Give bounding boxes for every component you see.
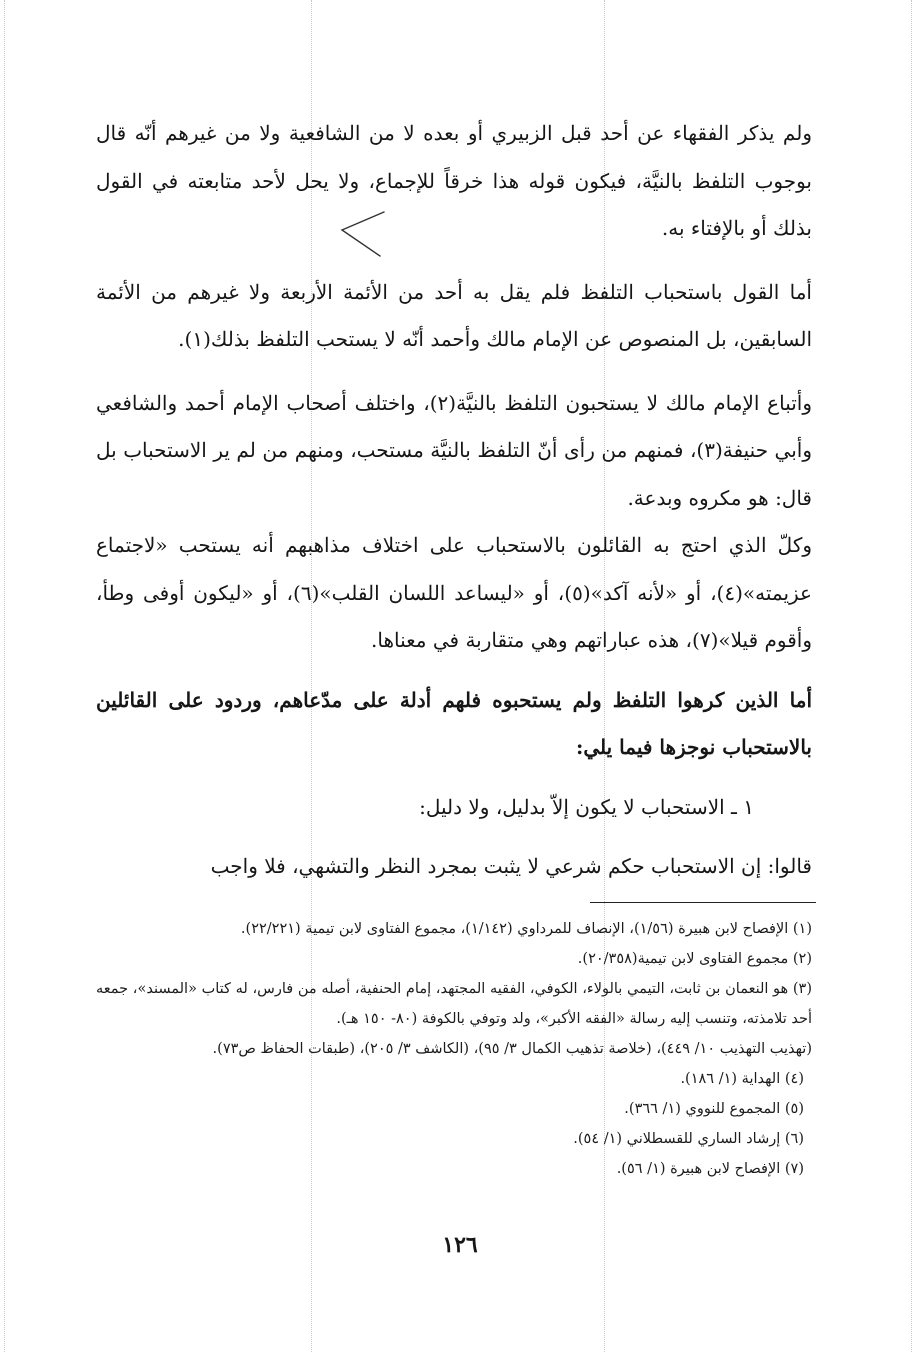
footnote: (٤) الهداية (١/ ١٨٦). bbox=[680, 1071, 804, 1087]
paragraph: وأتباع الإمام مالك لا يستحبون التلفظ بالنيَّة(٢)، واختلف أصحاب الإمام أحمد والشافعي وأبي حنيفة(٣)، فمنهم من رأى أنّ التلفظ بالنيَّة مستحب، ومنهم من لم ير الاستحباب بل قال: هو مكروه وبدعة. bbox=[96, 390, 813, 510]
footnote: (٢) مجموع الفتاوى لابن تيمية(٢٠/٣٥٨). bbox=[577, 951, 812, 967]
scan-guide-line bbox=[4, 0, 5, 1352]
paragraph: ولم يذكر الفقهاء عن أحد قبل الزبيري أو بعده لا من الشافعية ولا من غيرهم أنّه قال بوجوب التلفظ بالنيَّة، فيكون قوله هذا خرقاً للإجماع، ولا يحل لأحد متابعته في القول بذلك أو بالإفتاء به. bbox=[96, 121, 812, 240]
paragraph: قالوا: إن الاستحباب حكم شرعي لا يثبت بمجرد النظر والتشهي، فلا واجب bbox=[210, 854, 812, 878]
numbered-heading: ١ ـ الاستحباب لا يكون إلاّ بدليل، ولا دليل: bbox=[419, 794, 754, 819]
page-number: ١٢٦ bbox=[442, 1232, 478, 1258]
footnote: (١) الإفصاح لابن هبيرة (١/٥٦)، الإنصاف للمرداوي (١/١٤٢)، مجموع الفتاوى لابن تيمية (٢٢/٢٢١). bbox=[240, 921, 812, 937]
footnote: (تهذيب التهذيب ١٠/ ٤٤٩)، (خلاصة تذهيب الكمال ٣/ ٩٥)، (الكاشف ٣/ ٢٠٥)، (طبقات الحفاظ ص٧٣). bbox=[212, 1041, 812, 1057]
footnote-separator bbox=[590, 902, 816, 903]
main-text bbox=[96, 110, 812, 891]
footnote: (٧) الإفصاح لابن هبيرة (١/ ٥٦). bbox=[616, 1161, 804, 1177]
footnote: (٣) هو النعمان بن ثابت، التيمي بالولاء، الكوفي، الفقيه المجتهد، إمام الحنفية، أصله من فارس، له كتاب «المسند»، جمعه أحد تلامذته، وتنسب إليه رسالة «الفقه الأكبر»، ولد وتوفي بالكوفة (٨٠- ١٥٠ هـ). bbox=[96, 981, 812, 1027]
bold-paragraph: أما الذين كرهوا التلفظ ولم يستحبوه فلهم أدلة على مدّعاهم، وردود على القائلين بالاستحباب نوجزها فيما يلي: bbox=[96, 687, 812, 759]
footnotes bbox=[96, 914, 812, 1184]
paragraph: أما القول باستحباب التلفظ فلم يقل به أحد من الأئمة الأربعة ولا غيرهم من الأئمة السابقين، بل المنصوص عن الإمام مالك وأحمد أنّه لا يستحب التلفظ بذلك(١). bbox=[96, 279, 812, 351]
footnote: (٥) المجموع للنووي (١/ ٣٦٦). bbox=[624, 1101, 804, 1117]
footnote: (٦) إرشاد الساري للقسطلاني (١/ ٥٤). bbox=[573, 1131, 804, 1147]
paragraph: وكلّ الذي احتج به القائلون بالاستحباب على اختلاف مذاهبهم أنه يستحب «لاجتماع عزيمته»(٤)، أو «لأنه آكد»(٥)، أو «ليساعد اللسان القلب»(٦)، أو «ليكون أوفى وطأ، وأقوم قيلا»(٧)، هذه عباراتهم وهي متقاربة في معناها. bbox=[96, 533, 812, 652]
scan-guide-line bbox=[911, 0, 912, 1352]
